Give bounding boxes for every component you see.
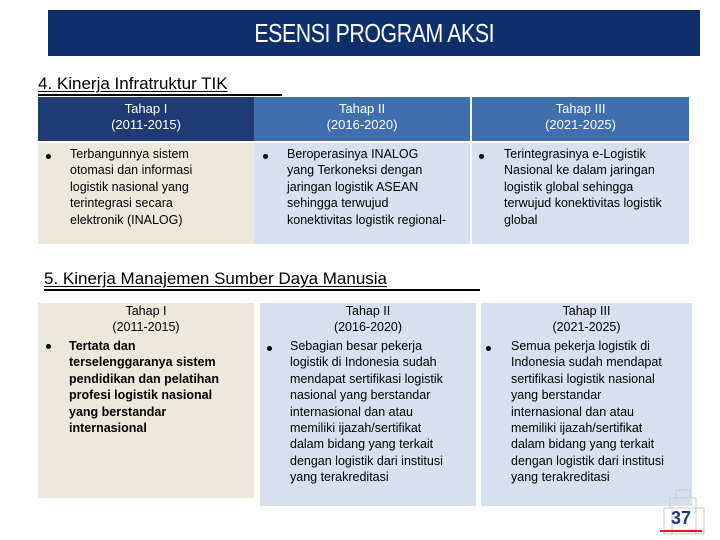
section4-header-tahap1 xyxy=(38,97,254,141)
section4-cell-tahap1 xyxy=(38,143,254,244)
header-period: (2021-2025) xyxy=(552,320,621,335)
header-title: Tahap II xyxy=(338,101,386,116)
section5-cell-tahap1 xyxy=(38,303,254,498)
slide-title: ESENSI PROGRAM AKSI xyxy=(254,17,494,48)
header-period: (2016-2020) xyxy=(333,320,403,335)
bullet-icon xyxy=(46,344,51,349)
bullet-icon xyxy=(267,346,272,351)
section4-heading: 4. Kinerja Infratruktur TIK xyxy=(38,75,282,96)
bullet-icon xyxy=(263,154,268,159)
section5-header-tahap3 xyxy=(481,303,692,336)
cell-text: Semua pekerja logistik di Indonesia sudah mendapat sertifikasi logistik nasional yang berstandar internasional dan atau memiliki ijazah/sertifikat dalam bidang yang terkait dengan logistik dari institusi yang terakreditasi xyxy=(511,339,664,485)
cell-text: Beroperasinya INALOG yang Terkoneksi dengan jaringan logistik ASEAN sehingga terwujud konektivitas logistik regional- xyxy=(287,147,447,227)
section4-header-tahap2 xyxy=(254,97,470,141)
header-title: Tahap III xyxy=(555,101,606,116)
section5-header-tahap2 xyxy=(260,303,476,336)
header-title: Tahap II xyxy=(345,304,391,318)
cell-text: Sebagian besar pekerja logistik di Indonesia sudah mendapat sertifikasi logistik nasional yang berstandar internasional dan atau memiliki ijazah/sertifikat dalam bidang yang terkait dengan logistik dari institusi yang terakreditasi xyxy=(290,339,443,485)
header-period: (2011-2015) xyxy=(111,117,181,132)
section4-cell-tahap2 xyxy=(254,143,470,244)
page-number-underline xyxy=(660,530,702,532)
section5-cell-tahap3 xyxy=(481,303,692,506)
header-title: Tahap I xyxy=(124,101,168,116)
header-period: (2021-2025) xyxy=(545,117,616,132)
header-period: (2011-2015) xyxy=(112,320,180,335)
section4-cell-tahap3 xyxy=(472,143,689,244)
header-title: Tahap III xyxy=(562,304,611,318)
section5-header-tahap1 xyxy=(38,303,254,336)
section4-header-tahap3 xyxy=(472,97,689,141)
page-number: 37 xyxy=(670,507,692,528)
cell-text: Tertata dan terselenggaranya sistem pendidikan dan pelatihan profesi logistik nasional yang berstandar internasional xyxy=(69,339,220,436)
cell-text: Terintegrasinya e-Logistik Nasional ke dalam jaringan logistik global sehingga terwujud konektivitas logistik global xyxy=(504,147,662,227)
section5-cell-tahap2 xyxy=(260,303,476,506)
section5-heading: 5. Kinerja Manajemen Sumber Daya Manusia xyxy=(44,270,480,291)
header-title: Tahap I xyxy=(125,304,167,318)
slide-title-bar xyxy=(48,10,700,56)
bullet-icon xyxy=(479,154,484,159)
header-period: (2016-2020) xyxy=(326,117,398,132)
bullet-icon xyxy=(46,154,51,159)
bullet-icon xyxy=(486,346,491,351)
cell-text: Terbangunnya sistem otomasi dan informasi logistik nasional yang terintegrasi secara elektronik (INALOG) xyxy=(70,147,193,227)
